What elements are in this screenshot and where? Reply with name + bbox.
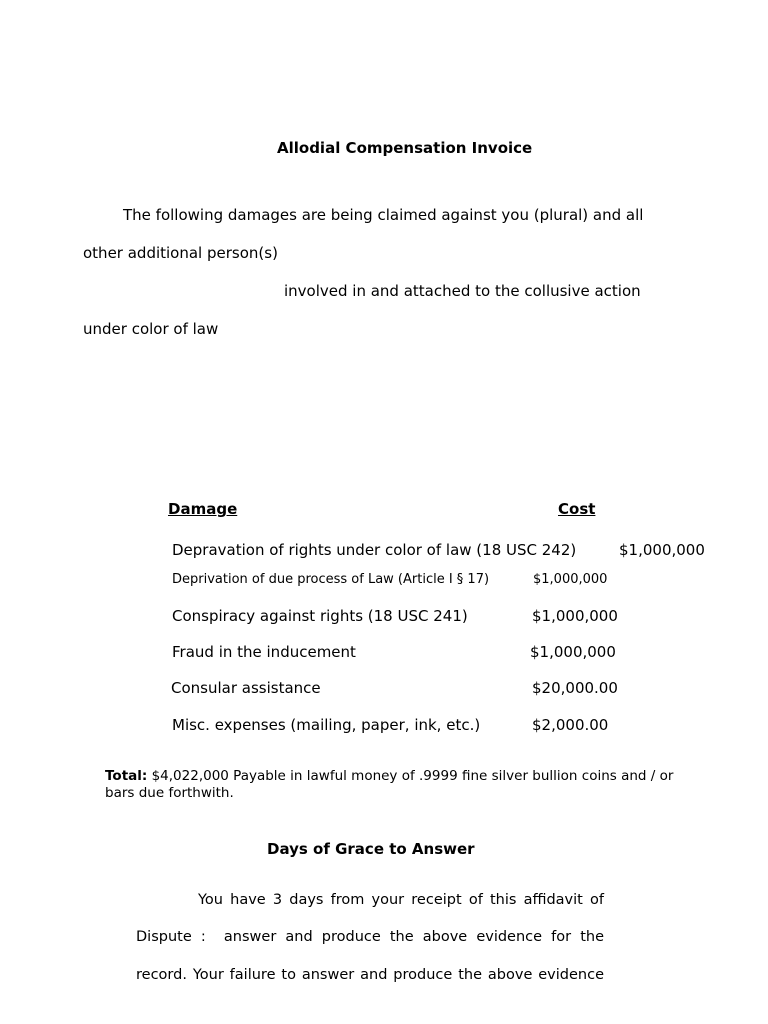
damage-item-5: Consular assistance: [171, 679, 321, 697]
cost-item-1: $1,000,000: [619, 541, 705, 559]
damage-item-6: Misc. expenses (mailing, paper, ink, etc.): [172, 716, 481, 734]
grace-line-3: record. Your failure to answer and produce the above evidence: [136, 967, 604, 983]
page-title: Allodial Compensation Invoice: [277, 139, 533, 157]
intro-line-2: other additional person(s): [83, 244, 278, 262]
grace-title: Days of Grace to Answer: [267, 840, 475, 858]
intro-line-4: under color of law: [83, 320, 219, 338]
total-text: $4,022,000 Payable in lawful money of .9999 fine silver bullion coins and / or bars due forthwith.: [105, 768, 674, 801]
cost-item-6: $2,000.00: [532, 716, 609, 734]
cost-item-5: $20,000.00: [532, 679, 618, 697]
damage-item-3: Conspiracy against rights (18 USC 241): [172, 607, 468, 625]
intro-line-3: involved in and attached to the collusive action: [284, 282, 641, 300]
grace-line-1: You have 3 days from your receipt of this affidavit of: [198, 892, 604, 908]
damage-item-1: Depravation of rights under color of law (18 USC 242): [172, 541, 577, 559]
total-statement: [105, 768, 705, 802]
cost-item-3: $1,000,000: [532, 607, 618, 625]
grace-line-2: Dispute : answer and produce the above evidence for the: [136, 929, 604, 945]
cost-item-2: $1,000,000: [533, 572, 608, 587]
cost-item-4: $1,000,000: [530, 643, 616, 661]
damage-item-4: Fraud in the inducement: [172, 643, 356, 661]
total-label: Total:: [105, 768, 148, 784]
damage-item-2: Deprivation of due process of Law (Article I § 17): [172, 572, 490, 587]
intro-line-1: The following damages are being claimed against you (plural) and all: [123, 206, 644, 224]
damage-column-header: Damage: [168, 500, 238, 518]
cost-column-header: Cost: [558, 500, 596, 518]
